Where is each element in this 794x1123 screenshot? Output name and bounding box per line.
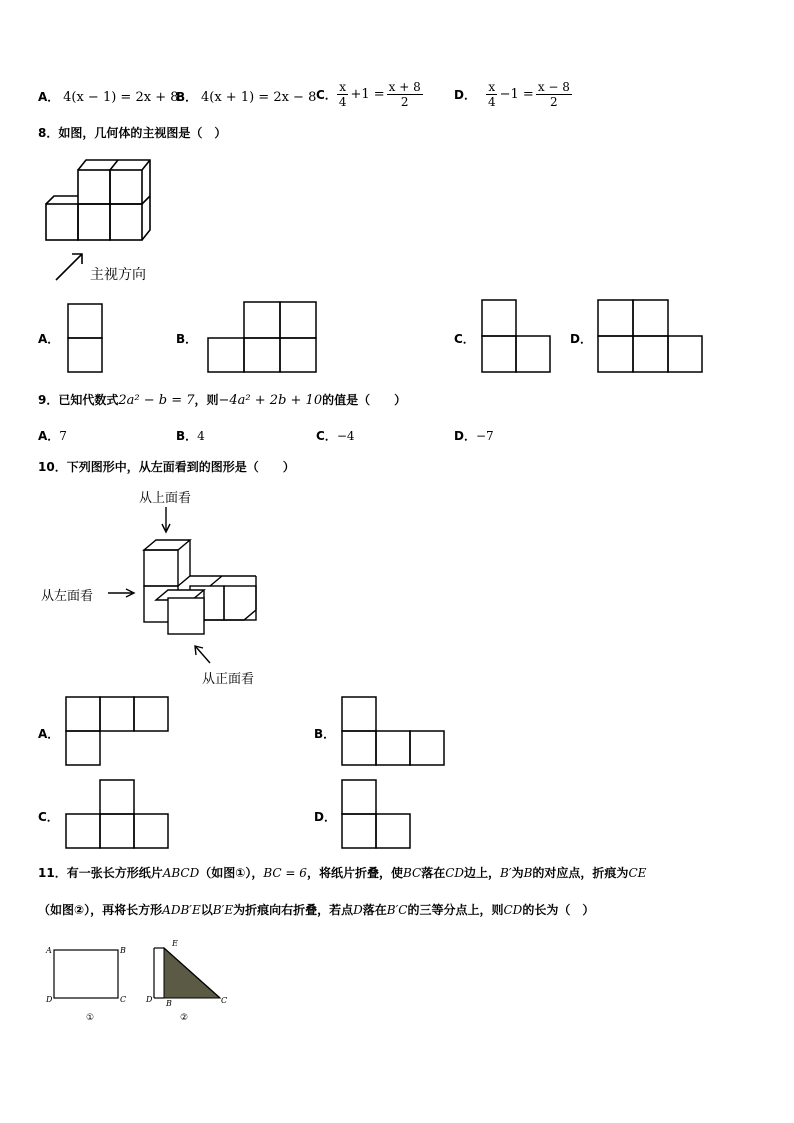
q11-fig2-vertex-c: C [221,996,228,1005]
q8-option-c-label[interactable]: C． [454,332,475,346]
q10-option-c-label[interactable]: C． [38,810,59,824]
q11-l1-f: 的对应点，折痕为 [532,866,629,880]
q10-option-d-label[interactable]: D． [314,810,336,824]
q11-fig1-caption: ① [86,1013,95,1023]
q9-b-label: B． [176,429,198,443]
q11-l2-f: 的长为（ ） [522,903,595,917]
q9-given-expr: 2a² − b = 7 [118,393,195,408]
q11-l1-b: ，将纸片折叠，使 [306,866,403,880]
q11-l1-pre: 11．有一张长方形纸片 [38,866,163,880]
q11-fig1-vertex-d: D [46,995,53,1004]
q7-d-label: D． [454,88,476,102]
q7-d-frac1: $\frac{x}{4}$ [487,80,496,109]
q11-ce: CE [628,866,647,880]
q7-c-label: C． [316,88,337,102]
q10-option-a-label[interactable]: A． [38,727,60,741]
q11-fig2-vertex-b: B [166,999,172,1008]
q9-d-value: −7 [475,429,494,443]
q7-a-label: A． [38,90,60,104]
q7-c-frac2: $\frac{x + 8}{2}$ [388,80,421,109]
q11-adbe: ADB′E [162,903,201,917]
q11-cd: CD [445,866,465,880]
q11-l2-a: （如图②），再将长方形 [38,903,163,917]
q7-b-expr: 4(x + 1) = 2x − 8 [200,90,317,105]
q9-stem-pre: 9．已知代数式 [38,393,119,407]
q10-option-b-label[interactable]: B． [314,727,336,741]
q9-target-expr: −4a² + 2b + 10 [218,393,323,408]
q10-left-view-label: 从左面看 [41,589,94,604]
q9-d-label: D． [454,429,476,443]
q7-c-mid: +1 = [350,87,385,102]
q11-l2-e: 的三等分点上，则 [407,903,504,917]
q9-c-label: C． [316,429,337,443]
q11-fig2-vertex-e: E [172,939,178,948]
q11-bc2: B′C [386,903,408,917]
q11-bc: BC [402,866,422,880]
q11-be: B′E [212,903,234,917]
q11-fig2-vertex-d: D [146,995,153,1004]
q8-stem: 8．如图，几何体的主视图是（ ） [38,126,227,140]
q7-d-frac2: $\frac{x - 8}{2}$ [537,80,570,109]
q11-b: B [523,866,533,880]
q11-fig1-vertex-b: B [120,946,126,955]
q7-b-label: B． [176,90,198,104]
q9-c-value: −4 [336,429,355,443]
q11-fig1-vertex-c: C [120,995,127,1004]
q11-cd2: CD [503,903,523,917]
q7-d-mid: −1 = [499,87,534,102]
q11-l1-c: 落在 [421,866,446,880]
q9-b-value: 4 [197,429,205,443]
q8-option-a-label[interactable]: A． [38,332,60,346]
q11-bprime: B′ [500,866,512,880]
q8-direction-label: 主视方向 [90,267,146,283]
q10-stem: 10．下列图形中，从左面看到的图形是（ ） [38,460,295,474]
q11-abcd: ABCD [162,866,200,880]
q9-stem-post: 的值是（ ） [322,393,407,407]
q9-stem-mid: ，则 [194,393,219,407]
q9-a-value: 7 [59,429,67,443]
q11-d: D [353,903,363,917]
q8-option-d-label[interactable]: D． [570,332,592,346]
q11-fig1-vertex-a: A [46,946,52,955]
q11-l1-e: 为 [511,866,524,880]
q7-a-expr: 4(x − 1) = 2x + 8 [63,90,179,105]
q11-l2-d: 落在 [362,903,387,917]
q11-l1-a: （如图①）， [199,866,264,880]
q9-a-label: A． [38,429,60,443]
q11-bc-eq: BC = 6 [263,866,307,880]
q8-option-b-label[interactable]: B． [176,332,198,346]
q7-c-frac1: $\frac{x}{4}$ [338,80,347,109]
q11-l2-b: 以 [200,903,213,917]
q10-front-view-label: 从正面看 [202,672,255,687]
q11-l2-c: 为折痕向右折叠，若点 [233,903,354,917]
q10-top-view-label: 从上面看 [139,491,192,506]
q11-fig2-caption: ② [180,1013,189,1023]
q11-l1-d: 边上， [464,866,501,880]
